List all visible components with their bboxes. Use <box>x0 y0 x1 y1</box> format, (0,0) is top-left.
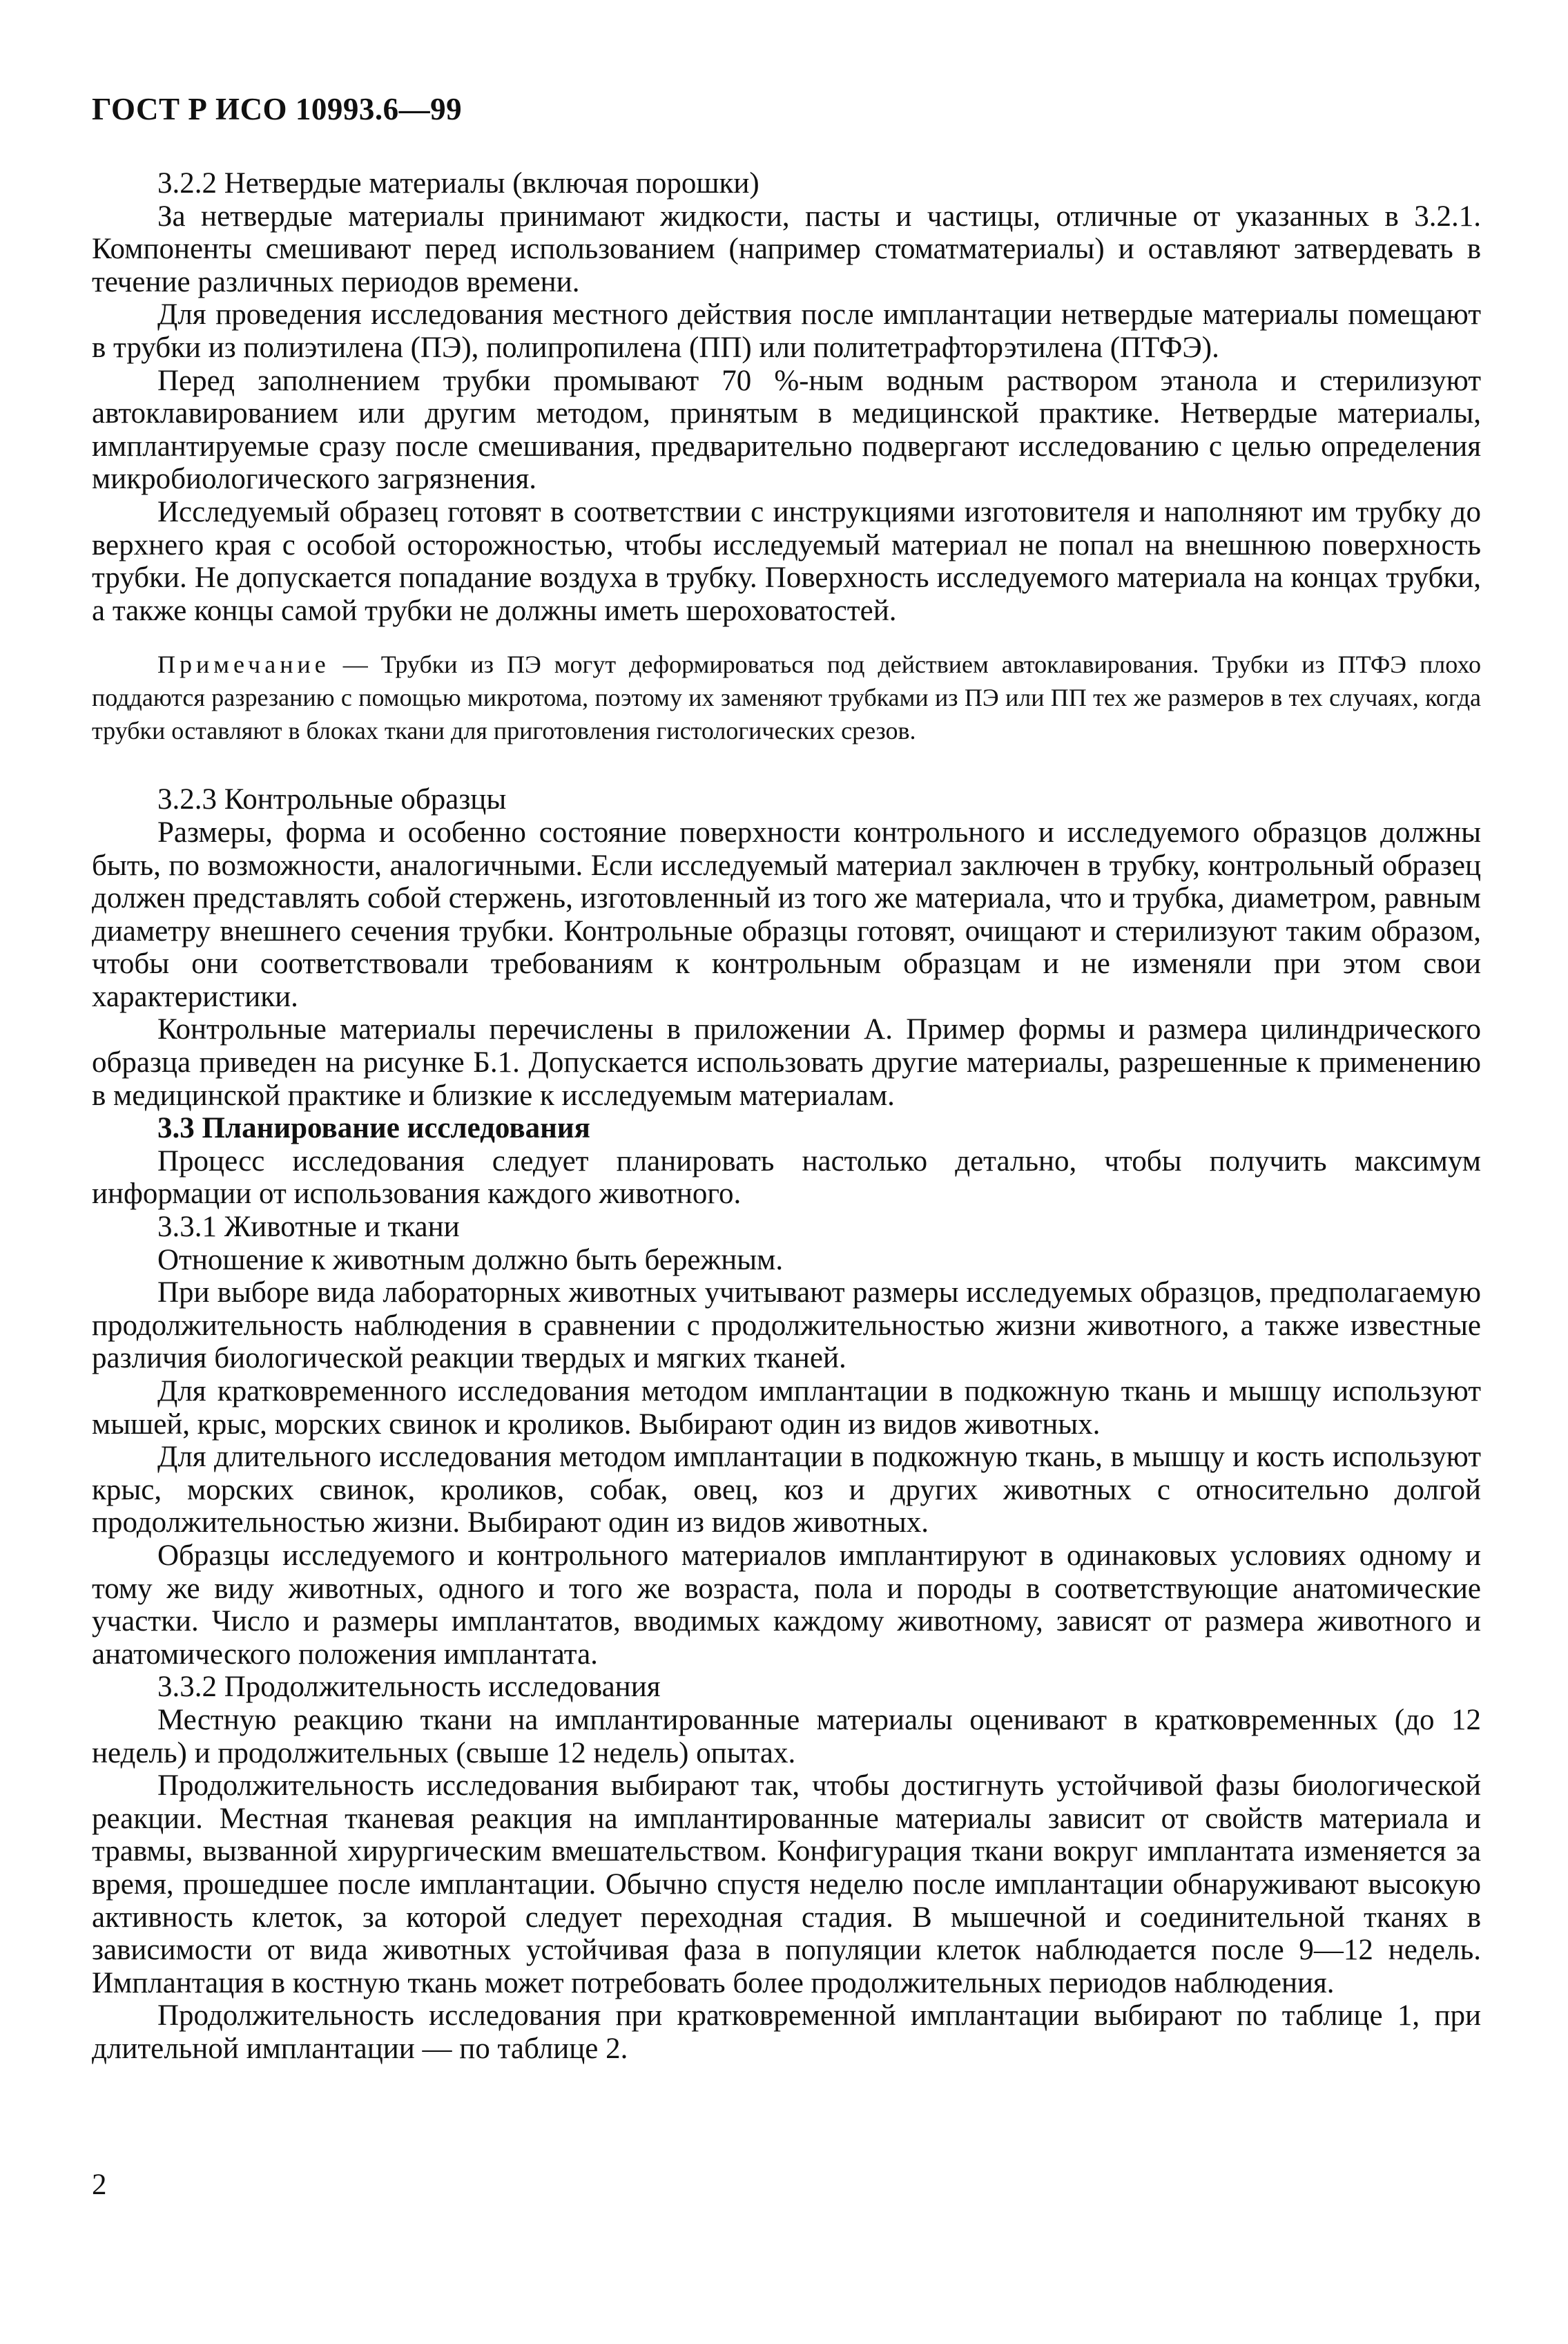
paragraph: Продолжительность исследования при кратковременной имплантации выбирают по таблице 1, при длительной имплантации — по таблице 2. <box>92 1999 1481 2065</box>
note-label: Примечание <box>157 651 330 679</box>
note-text: — Трубки из ПЭ могут деформироваться под действием автоклавирования. Трубки из ПТФЭ плохо поддаются разрезанию с помощью микротома, поэтому их заменяют трубками из ПЭ или ПП тех же размеров в тех случаях, когда трубки оставляют в блоках ткани для приготовления гистологических срезов. <box>92 651 1481 745</box>
paragraph: Контрольные материалы перечислены в приложении А. Пример формы и размера цилиндрического образца приведен на рисунке Б.1. Допускается использовать другие материалы, разрешенные к применению в медицинской практике и близкие к исследуемым материалам. <box>92 1013 1481 1112</box>
paragraph: Для проведения исследования местного действия после имплантации нетвердые материалы помещают в трубки из полиэтилена (ПЭ), полипропилена (ПП) или политетрафторэтилена (ПТФЭ). <box>92 298 1481 364</box>
section-heading-3-2-2: 3.2.2 Нетвердые материалы (включая порошки) <box>157 167 759 200</box>
paragraph: За нетвердые материалы принимают жидкости, пасты и частицы, отличные от указанных в 3.2.1. Компоненты смешивают перед использованием (например стоматматериалы) и оставляют затвердевать в течение различных периодов времени. <box>92 200 1481 298</box>
paragraph: Размеры, форма и особенно состояние поверхности контрольного и исследуемого образцов должны быть, по возможности, аналогичными. Если исследуемый материал заключен в трубку, контрольный образец должен представлять собой стержень, изготовленный из того же материала, что и трубка, диаметром, равным диаметру внешнего сечения трубки. Контрольные образцы готовят, очищают и стерилизуют таким образом, чтобы они соответствовали требованиям к контрольным образцам и не изменяли при этом свои характеристики. <box>92 816 1481 1013</box>
paragraph: Продолжительность исследования выбирают так, чтобы достигнуть устойчивой фазы биологической реакции. Местная тканевая реакция на имплантированные материалы зависит от свойств материала и травмы, вызванной хирургическим вмешательством. Конфигурация ткани вокруг имплантата изменяется за время, прошедшее после имплантации. Обычно спустя неделю после имплантации обнаруживают высокую активность клеток, за которой следует переходная стадия. В мышечной и соединительной тканях в зависимости от вида животных устойчивая фаза в популяции клеток наблюдается после 9—12 недель. Имплантация в костную ткань может потребовать более продолжительных периодов наблюдения. <box>92 1769 1481 1999</box>
page-number: 2 <box>92 2169 107 2201</box>
standard-header: ГОСТ Р ИСО 10993.6—99 <box>92 92 463 126</box>
paragraph: Образцы исследуемого и контрольного материалов имплантируют в одинаковых условиях одному и тому же виду животных, одного и того же возраста, пола и породы в соответствующие анатомические участки. Число и размеры имплантатов, вводимых каждому животному, зависят от размера животного и анатомического положения имплантата. <box>92 1539 1481 1671</box>
section-heading-3-3: 3.3 Планирование исследования <box>157 1112 590 1145</box>
section-heading-3-3-1: 3.3.1 Животные и ткани <box>157 1211 460 1244</box>
note-block <box>92 648 1481 747</box>
paragraph: Для кратковременного исследования методом имплантации в подкожную ткань и мышцу используют мышей, крыс, морских свинок и кроликов. Выбирают один из видов животных. <box>92 1375 1481 1441</box>
paragraph: Для длительного исследования методом имплантации в подкожную ткань, в мышцу и кость используют крыс, морских свинок, кроликов, собак, овец, коз и других животных с относительно долгой продолжительностью жизни. Выбирают один из видов животных. <box>92 1441 1481 1539</box>
paragraph: При выборе вида лабораторных животных учитывают размеры исследуемых образцов, предполагаемую продолжительность наблюдения в сравнении с продолжительностью жизни животного, а также известные различия биологической реакции твердых и мягких тканей. <box>92 1276 1481 1375</box>
section-heading-3-3-2: 3.3.2 Продолжительность исследования <box>157 1671 661 1704</box>
paragraph: Процесс исследования следует планировать настолько детально, чтобы получить максимум информации от использования каждого животного. <box>92 1144 1481 1211</box>
paragraph: Исследуемый образец готовят в соответствии с инструкциями изготовителя и наполняют им трубку до верхнего края с особой осторожностью, чтобы исследуемый материал не попал на внешнюю поверхность трубки. Не допускается попадание воздуха в трубку. Поверхность исследуемого материала на концах трубки, а также концы самой трубки не должны иметь шероховатостей. <box>92 495 1481 627</box>
document-body <box>92 167 1481 2065</box>
paragraph: Перед заполнением трубки промывают 70 %-ным водным раствором этанола и стерилизуют автоклавированием или другим методом, принятым в медицинской практике. Нетвердые материалы, имплантируемые сразу после смешивания, предварительно подвергают исследованию с целью определения микробиологического загрязнения. <box>92 364 1481 496</box>
paragraph: Отношение к животным должно быть бережным. <box>157 1243 784 1276</box>
section-heading-3-2-3: 3.2.3 Контрольные образцы <box>157 783 507 816</box>
paragraph: Местную реакцию ткани на имплантированные материалы оценивают в кратковременных (до 12 недель) и продолжительных (свыше 12 недель) опытах. <box>92 1703 1481 1769</box>
